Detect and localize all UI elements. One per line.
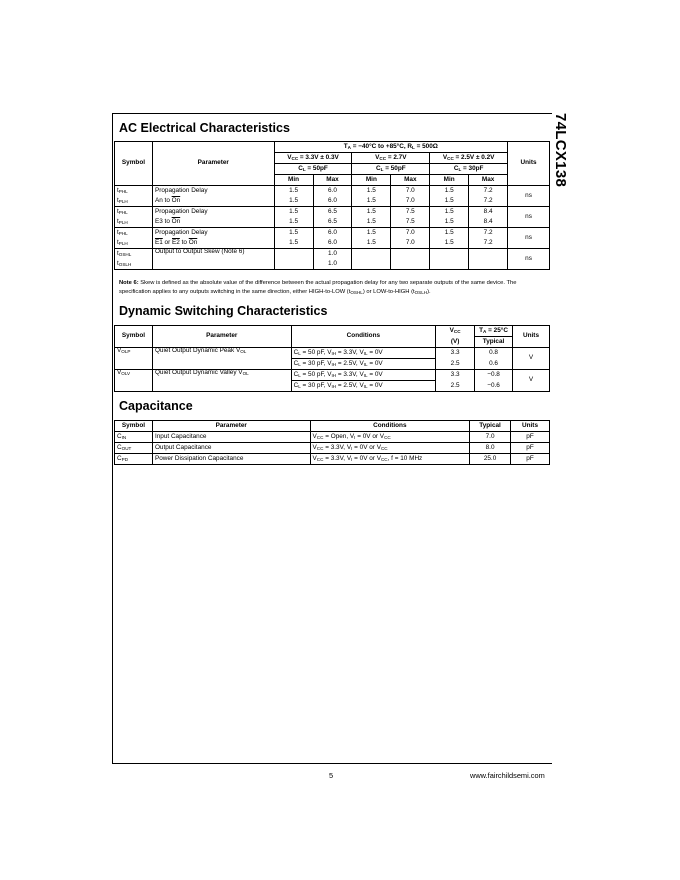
value-cell [274,249,313,260]
value-cell: 1.5 [352,186,391,197]
dyn-hdr-symbol: Symbol [115,326,153,348]
value-cell: 1.5 [274,207,313,218]
symbol-cell: $t_{PLH}$ [115,217,153,228]
cap-hdr-units: Units [511,421,550,432]
symbol-cell: $V_{OLV}$ [115,370,153,392]
value-cell: 7.5 [391,207,430,218]
cap-hdr-conditions: Conditions [310,421,470,432]
dynamic-switching-table [114,325,550,392]
table-row [115,207,550,218]
value-cell: 1.5 [352,217,391,228]
parameter-cell: Input Capacitance [152,432,310,443]
symbol-cell: $t_{OSHL}$ [115,249,153,260]
ac-hdr-vcc-2: $V_{CC} = 2.7V$ [352,153,430,164]
value-cell: 1.5 [430,228,469,239]
dyn-hdr-units: Units [513,326,550,348]
parameter-cell: Propagation Delay [152,186,274,197]
value-cell: 1.5 [352,196,391,207]
vcc-cell: 3.3 [436,348,475,359]
value-cell [352,249,391,260]
value-cell [469,249,508,260]
vcc-cell: 2.5 [436,381,475,392]
page-number: 5 [329,771,334,780]
dyn-hdr-typical: Typical [475,337,513,348]
value-cell: 6.0 [313,228,352,239]
value-cell [274,259,313,270]
ac-hdr-cl-3: $C_L = 30pF$ [430,164,508,175]
value-cell: 6.0 [313,238,352,249]
ac-hdr-max: Max [391,175,430,186]
value-cell [469,259,508,270]
cap-hdr-typical: Typical [470,421,511,432]
parameter-cell: Propagation Delay [152,207,274,218]
parameter-cell: E1 or E2 to $\overline{On}$ [152,238,274,249]
value-cell: 6.0 [313,186,352,197]
value-cell: 1.0 [313,259,352,270]
parameter-cell: Output to Output Skew (Note 6) [152,249,274,270]
symbol-cell: $t_{PHL}$ [115,186,153,197]
condition-cell: $C_L = 50$ pF, $V_{IH} = 3.3V$, $V_{IL} = 0V$ [291,370,436,381]
value-cell: 7.0 [391,228,430,239]
condition-cell: $C_L = 50$ pF, $V_{IH} = 3.3V$, $V_{IL} = 0V$ [291,348,436,359]
units-cell: ns [508,228,550,249]
parameter-cell: Output Capacitance [152,443,310,454]
symbol-cell: $t_{PLH}$ [115,238,153,249]
value-cell: 7.5 [391,217,430,228]
ac-hdr-parameter: Parameter [152,142,274,186]
symbol-cell: $t_{PHL}$ [115,228,153,239]
typical-cell: 0.8 [475,348,513,359]
value-cell: 1.0 [313,249,352,260]
value-cell [352,259,391,270]
condition-cell: $V_{CC}$ = Open, $V_I = 0V$ or $V_{CC}$ [310,432,470,443]
value-cell: 8.4 [469,207,508,218]
dyn-hdr-parameter: Parameter [152,326,291,348]
condition-cell: $V_{CC} = 3.3V$, $V_I = 0V$ or $V_{CC}$, f = 10 MHz [310,454,470,465]
parameter-cell: E3 to $\overline{On}$ [152,217,274,228]
units-cell: ns [508,186,550,207]
ac-hdr-symbol: Symbol [115,142,153,186]
value-cell: 1.5 [274,238,313,249]
value-cell: 8.4 [469,217,508,228]
ac-hdr-min: Min [274,175,313,186]
units-cell: V [513,370,550,392]
ac-hdr-min: Min [430,175,469,186]
ac-hdr-vcc-1: $V_{CC} = 3.3V \pm 0.3V$ [274,153,352,164]
value-cell: 1.5 [352,238,391,249]
value-cell: 7.2 [469,196,508,207]
value-cell [391,259,430,270]
side-part-number: 74LCX138 [552,113,569,188]
value-cell: 1.5 [274,217,313,228]
value-cell: 1.5 [430,196,469,207]
units-cell: V [513,348,550,370]
ac-hdr-cl-2: $C_L = 50pF$ [352,164,430,175]
ac-section-title: AC Electrical Characteristics [119,121,290,135]
parameter-cell: An to $\overline{On}$ [152,196,274,207]
table-row [115,228,550,239]
table-row [115,432,550,443]
ac-hdr-cl-1: $C_L = 50pF$ [274,164,352,175]
typical-cell: −0.8 [475,370,513,381]
parameter-cell: Power Dissipation Capacitance [152,454,310,465]
table-row [115,370,550,381]
ac-hdr-max: Max [469,175,508,186]
value-cell: 1.5 [430,238,469,249]
cap-hdr-parameter: Parameter [152,421,310,432]
value-cell: 7.2 [469,238,508,249]
value-cell: 6.5 [313,207,352,218]
symbol-cell: $t_{PLH}$ [115,196,153,207]
table-row [115,454,550,465]
value-cell: 1.5 [430,186,469,197]
units-cell: pF [511,454,550,465]
value-cell: 7.2 [469,228,508,239]
value-cell: 6.5 [313,217,352,228]
ac-characteristics-table [114,141,550,270]
value-cell: 7.0 [391,186,430,197]
condition-cell: $C_L = 30$ pF, $V_{IH} = 2.5V$, $V_{IL} = 0V$ [291,381,436,392]
table-row [115,196,550,207]
cap-hdr-symbol: Symbol [115,421,153,432]
value-cell [391,249,430,260]
table-row [115,238,550,249]
typical-cell: −0.6 [475,381,513,392]
value-cell: 1.5 [274,228,313,239]
value-cell: 7.0 [391,238,430,249]
condition-cell: $V_{CC} = 3.3V$, $V_I = 0V$ or $V_{CC}$ [310,443,470,454]
dyn-hdr-conditions: Conditions [291,326,436,348]
dyn-hdr-ta: $T_A = 25^\circ C$ [475,326,513,337]
footer-url[interactable]: www.fairchildsemi.com [470,771,545,780]
value-cell: 1.5 [352,207,391,218]
typical-cell: 25.0 [470,454,511,465]
value-cell: 1.5 [352,228,391,239]
value-cell: 1.5 [274,196,313,207]
condition-cell: $C_L = 30$ pF, $V_{IH} = 2.5V$, $V_{IL} = 0V$ [291,359,436,370]
ac-note: Note 6: Skew is defined as the absolute value of the difference between the actual propagation delay for any two separate outputs of the same device. The specification applies to any outputs switching in the same direction, either HIGH-to-LOW $(t_{OSHL})$ or LOW-to-HIGH $(t_{OSLH})$. [119,280,517,295]
value-cell: 7.0 [391,196,430,207]
dyn-section-title: Dynamic Switching Characteristics [119,304,328,318]
units-cell: ns [508,249,550,270]
dyn-hdr-vcc-unit: (V) [436,337,475,348]
units-cell: ns [508,207,550,228]
symbol-cell: $C_{PD}$ [115,454,153,465]
symbol-cell: $t_{PHL}$ [115,207,153,218]
ac-hdr-conditions: $T_A = -40^\circ C$ to +85°C, $R_L = 500\Omega$ [274,142,507,153]
value-cell: 1.5 [430,217,469,228]
table-row [115,186,550,197]
capacitance-table [114,420,550,465]
cap-section-title: Capacitance [119,399,193,413]
value-cell: 1.5 [430,207,469,218]
value-cell [430,259,469,270]
value-cell: 6.0 [313,196,352,207]
symbol-cell: $t_{OSLH}$ [115,259,153,270]
table-row [115,348,550,359]
dyn-hdr-vcc: $V_{CC}$ [436,326,475,337]
table-row [115,249,550,260]
parameter-cell: Quiet Output Dynamic Valley $V_{OL}$ [152,370,291,392]
value-cell: 7.2 [469,186,508,197]
typical-cell: 7.0 [470,432,511,443]
vcc-cell: 3.3 [436,370,475,381]
value-cell: 1.5 [274,186,313,197]
typical-cell: 8.0 [470,443,511,454]
units-cell: pF [511,432,550,443]
symbol-cell: $C_{IN}$ [115,432,153,443]
vcc-cell: 2.5 [436,359,475,370]
table-row [115,443,550,454]
typical-cell: 0.6 [475,359,513,370]
parameter-cell: Propagation Delay [152,228,274,239]
parameter-cell: Quiet Output Dynamic Peak $V_{OL}$ [152,348,291,370]
symbol-cell: $V_{OLP}$ [115,348,153,370]
symbol-cell: $C_{OUT}$ [115,443,153,454]
ac-hdr-units: Units [508,142,550,186]
table-row [115,217,550,228]
ac-hdr-min: Min [352,175,391,186]
units-cell: pF [511,443,550,454]
ac-hdr-vcc-3: $V_{CC} = 2.5V \pm 0.2V$ [430,153,508,164]
value-cell [430,249,469,260]
ac-hdr-max: Max [313,175,352,186]
